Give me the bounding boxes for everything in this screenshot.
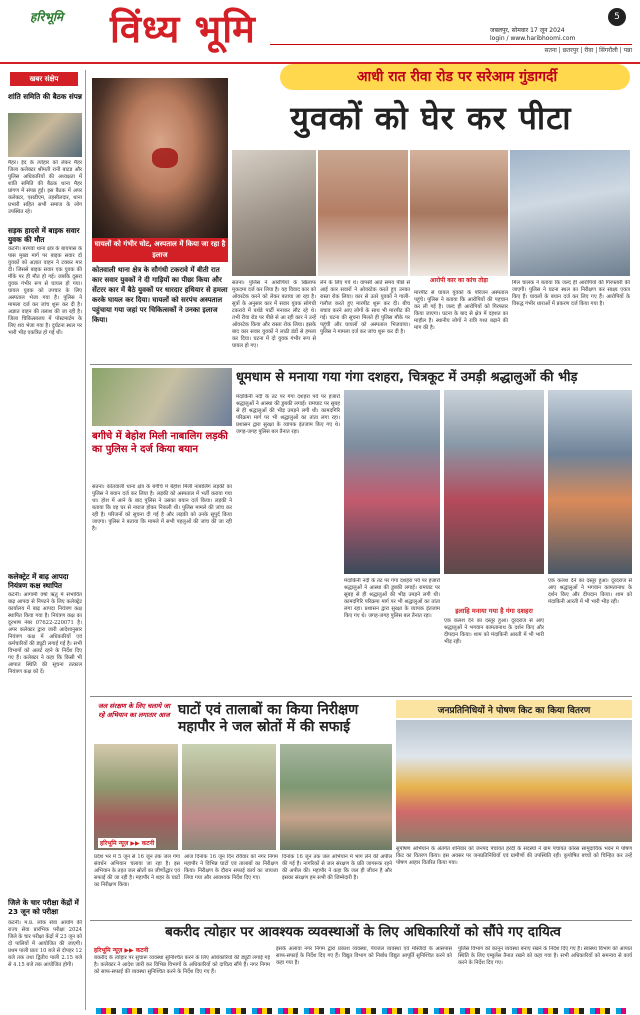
story2-headline: धूमधाम से मनाया गया गंगा दशहरा, चित्रकूट में उमड़ी श्रद्धालुओं की भीड़ — [236, 370, 578, 385]
divider — [90, 920, 632, 921]
story2-photo-3 — [548, 390, 632, 574]
story1-photo-label: आरोपी कार का कांच तोड़ा — [410, 276, 508, 287]
story2-side-headline: बगीचे में बेहोश मिली नाबालिग लड़की का पुलिस ने दर्ज किया बयान — [92, 431, 228, 455]
story4-photo — [396, 720, 632, 842]
story1-photo-4 — [410, 150, 508, 276]
brief-body-3: कटनी। आगामी वर्षा ऋतु में संभावित बाढ़ आपदा से निपटने के लिए कलेक्ट्रेट कार्यालय में बाढ़ आपदा नियंत्रण कक्ष स्थापित किया गया है। नियंत्रण कक्ष का दूरभाष नंबर 07622-220071 है। अपर कलेक्टर द्वारा जारी आदेशानुसार नियंत्रण कक्ष में अधिकारियों एवं कर्मचारियों की ड्यूटी लगाई गई है। सभी विभागों को अलर्ट रहने के निर्देश दिए गए हैं। कलेक्टर ने कहा कि किसी भी आपात स्थिति की सूचना तत्काल नियंत्रण कक्ष को दें। — [8, 592, 82, 675]
story1-headline: युवकों को घेर कर पीटा — [290, 99, 572, 137]
story3-body2: आज दिनांक 16 जून दिन रविवार को नगर निगम महापौर ने विभिन्न घाटों एवं तालाबों का निरीक्षण किया। निरीक्षण के दौरान सफाई कार्य का जायजा लिया गया और आवश्यक निर्देश दिए गए। — [184, 854, 278, 881]
story1-photo-caption: घायलों को गंभीर चोट, अस्पताल में किया जा रहा है इलाज — [92, 238, 228, 262]
story2-side-photo — [92, 368, 232, 426]
story4-body: सुपोषण अभियान के अंतर्गत शनिवार को जनपद पंचायत हरदी के सदस्यों ने ग्राम पंचायत कोरस सामुदायिक भवन में पोषण किट का वितरण किया। इस अवसर पर जनप्रतिनिधियों एवं ग्रामीणों की उपस्थिति रही। कुपोषित बच्चों को चिन्हित कर उन्हें पोषण आहार वितरित किया गया। — [396, 846, 632, 866]
briefs-tag: खबर संक्षेप — [10, 72, 78, 86]
story2-col-b: एक कलश देने का दस्तूर हुआ। दूरदराज से आए श्रद्धालुओं ने भगवान कामतानाथ के दर्शन किए और दीपदान किया। शाम को मंदाकिनी आरती में भी भारी भीड़ रही। — [444, 618, 544, 645]
story1-kicker: आधी रात रीवा रोड पर सरेआम गुंडागर्दी — [356, 69, 558, 85]
story3-photo-3 — [280, 744, 392, 850]
story3-kicker: जल संरक्षण के लिए चलाये जा रहे अभियान का लगातार आज — [97, 702, 171, 719]
story5-headline: बकरीद त्योहार पर आवश्यक व्यवस्थाओं के लिए अधिकारियों को सौंपे गए दायित्व — [165, 924, 561, 940]
edition-list: सतना | छतरपुर | रीवा | सिंगरौली | पन्ना — [270, 44, 632, 54]
story2-photo-1 — [344, 390, 440, 574]
story5-byline: हरिभूमि न्यूज़ ▶▶ कटनी — [94, 947, 149, 954]
story3-headline: घाटों एवं तालाबों का किया निरीक्षण महापौर ने जल स्रोतों में की सफाई — [178, 702, 359, 735]
divider — [90, 364, 632, 365]
story2-col-a: मंदाकिनी नदी के तट पर गंगा दशहरा पर्व पर हजारों श्रद्धालुओं ने आस्था की डुबकी लगाई। रामघाट पर सुबह से ही श्रद्धालुओं की भीड़ उमड़ने लगी थी। कामदगिरि परिक्रमा मार्ग पर भी श्रद्धालुओं का तांता लगा रहा। प्रशासन द्वारा सुरक्षा के व्यापक इंतजाम किए गए थे। जगह-जगह पुलिस बल तैनात रहा। — [344, 578, 440, 619]
brief-headline-1: शांति समिति की बैठक संपन्न — [8, 92, 82, 101]
brief-headline-3: कलेक्ट्रेट में बाढ़ आपदा नियंत्रण कक्ष स्थापित — [8, 572, 69, 590]
story1-col4: मिल चालक ने बताया कि जल्द ही आरोपियों की गिरफ्तारी की जाएगी। पुलिस ने घटना स्थल का निरीक्षण कर साक्ष्य एकत्र किए हैं। घायलों के बयान दर्ज कर लिए गए हैं। आरोपियों के विरुद्ध गंभीर धाराओं में प्रकरण दर्ज किया गया है। — [512, 280, 630, 307]
story5-col3: पुलिस विभाग को कानून व्यवस्था बनाए रखने के निर्देश दिए गए हैं। स्वास्थ्य विभाग को आपात स्थिति के लिए एम्बुलेंस तैनात रखने को कहा गया है। सभी अधिकारियों को समन्वय से कार्य करने के निर्देश दिए गए। — [458, 946, 632, 966]
story5-col1: बकरीद के त्योहार पर सुचारू व्यवस्था सुनिश्चित करने के लिए अधिकारियों की ड्यूटी लगाई गई है। कलेक्टर ने आदेश जारी कर विभिन्न विभागों के अधिकारियों को दायित्व सौंपे हैं। नगर निगम को साफ-सफाई की व्यवस्था सुनिश्चित करने के निर्देश दिए गए हैं। — [94, 955, 270, 975]
date-line: जबलपुर, सोमवार 17 जून 2024 — [490, 27, 565, 34]
brief-photo-1 — [8, 113, 82, 157]
brief-headline-4: जिले के चार परीक्षा केंद्रों में 23 जून को परीक्षा — [8, 898, 79, 916]
story3-body1: प्रदेश भर में 5 जून से 16 जून तक जल गंगा संवर्धन अभियान चलाया जा रहा है। इस अभियान के तहत जल स्रोतों का जीर्णोद्धार एवं सफाई की जा रही है। महापौर ने शहर के घाटों का निरीक्षण किया। — [94, 854, 180, 888]
story3-body3b: दिनांक 16 जून तक जल अभियान में भाग लेने की अपील की गई है। नागरिकों से जल संरक्षण के प्रति जागरूक रहने की अपील की। महापौर ने कहा कि जल ही जीवन है और इसका संरक्षण हम सभी की जिम्मेदारी है। — [282, 854, 392, 881]
masthead-title: विंध्य भूमि — [110, 7, 256, 51]
brand-logo: हरिभूमि — [30, 10, 64, 24]
brief-body-1: मैहर। ईद के त्योहार को लेकर मैहर जिला कलेक्टर श्रीमती रानी बाटड और पुलिस अधिकारियों की अध्यक्षता में शांति समिति की बैठक थाना मैहर प्रांगण में संपन्न हुई। इस बैठक में अपर कलेक्टर, एसडीएम, तहसीलदार, थाना प्रभारी सहित सभी समाज के लोग उपस्थित रहे। — [8, 160, 82, 215]
story1-col3: मारपीट से घायल युवकों के परिजन अस्पताल पहुंचे। पुलिस ने बताया कि आरोपियों की पहचान कर ली गई है। जल्द ही आरोपियों को गिरफ्तार किया जाएगा। घटना के बाद से क्षेत्र में दहशत का माहौल है। स्थानीय लोगों ने रात्रि गश्त बढ़ाने की मांग की है। — [414, 290, 508, 331]
story2-photo-2 — [444, 390, 544, 574]
story1-col1: सतना। पुलिस ने आरोपियों के खिलाफ मुकदमा दर्ज कर लिया है। यह विवाद कार को ओवरटेक करने को लेकर बताया जा रहा है। सुत्रों के अनुसार कार में सवार युवक सोगंधी टकरावे में बर्थडे पार्टी मनाकर लौट रहे थे। तभी रीवा रोड पर पीछे से आ रही कार ने उन्हें ओवरटेक किया और रास्ता रोक लिया। इसके बाद कार सवार युवकों ने लाठी डंडों से हमला कर दिया। घटना में दो युवक गंभीर रूप से घायल हो गए। — [232, 280, 316, 349]
brief-body-4: कटनी। म.प्र. लोक सेवा आयोग की राज्य सेवा प्रारंभिक परीक्षा 2024 जिले के चार परीक्षा केंद्रों में 23 जून को दो पालियों में आयोजित की जाएगी। प्रथम पाली प्रातः 10 बजे से दोपहर 12 बजे तक तथा द्वितीय पाली 2.15 बजे से 4.15 बजे तक आयोजित होगी। — [8, 920, 82, 968]
story2-mid-body: मंदाकिनी नदी के तट पर गंगा दशहरा पर्व पर हजारों श्रद्धालुओं ने आस्था की डुबकी लगाई। रामघाट पर सुबह से ही श्रद्धालुओं की भीड़ उमड़ने लगी थी। कामदगिरि परिक्रमा मार्ग पर भी श्रद्धालुओं का तांता लगा रहा। प्रशासन द्वारा सुरक्षा के व्यापक इंतजाम किए गए थे। जगह-जगह पुलिस बल तैनात रहा। — [236, 394, 340, 435]
story2-photo-caption: इलाहि मनाया गया है गंगा दशहरा — [455, 607, 533, 615]
story5-col2: इसके अलावा नगर निगम द्वारा प्रकाश व्यवस्था, पेयजल व्यवस्था एवं मस्जिदों के आसपास साफ-सफाई के निर्देश दिए गए हैं। विद्युत विभाग को निर्बाध विद्युत आपूर्ति सुनिश्चित करने को कहा गया है। — [276, 946, 452, 966]
story2-col-c: एक कलश देने का दस्तूर हुआ। दूरदराज से आए श्रद्धालुओं ने भगवान कामतानाथ के दर्शन किए और दीपदान किया। शाम को मंदाकिनी आरती में भी भारी भीड़ रही। — [548, 578, 632, 605]
registration-bar — [96, 1008, 626, 1014]
story2-side-body: सतना। कोतवाली थाना क्षेत्र के बगीचे में बेहोश मिली नाबालिग लड़की का पुलिस ने बयान दर्ज कर लिया है। लड़की को अस्पताल में भर्ती कराया गया था। होश में आने के बाद पुलिस ने उसका बयान दर्ज किया। लड़की ने बताया कि वह घर से नाराज होकर निकली थी। पुलिस मामले की जांच कर रही है। परिजनों को सूचना दी गई है और लड़की को उनके सुपुर्द किया जाएगा। पुलिस ने बताया कि मामले में सभी पहलुओं की जांच की जा रही है। — [92, 484, 232, 532]
story1-photo-5 — [510, 150, 630, 276]
story1-caption-body: कोतवाली थाना क्षेत्र के सौगंधी टकरावे में बीती रात कार सवार युवकों ने दी गाड़ियों का पीछा किया और सेंटरर कार में बैठे युवकों पर धारदार हथियार से हमला करके घायल कर दिया। घायलों को सरपंच अस्पताल पहुंचाया गया जहां पर चिकित्सकों ने उनका इलाज किया। — [92, 266, 228, 324]
story3-photo-2 — [182, 744, 276, 850]
page-number-badge: 5 — [608, 8, 626, 26]
brief-body-2: कटनी। बरगवां थाना क्षेत्र के बायपास के पास मुख्य मार्ग पर बाइक सवार दो युवकों को अज्ञात वाहन ने टक्कर मार दी। जिससे बाइक सवार एक युवक की मौके पर ही मौत हो गई। जबकि दूसरा युवक गंभीर रूप से घायल हो गया। घायल युवक को उपचार के लिए अस्पताल भेजा गया है। पुलिस ने मामला दर्ज कर जांच शुरू कर दी है। अज्ञात वाहन की तलाश की जा रही है। जिला चिकित्सालय में पोस्टमार्टम के लिए शव भेजा गया है। दुर्घटना स्थल पर भारी भीड़ एकत्रित हो गई थी। — [8, 246, 82, 336]
divider — [90, 696, 632, 697]
story1-photo-3 — [318, 150, 408, 276]
site-url[interactable]: login / www.haribhoomi.com — [490, 35, 576, 42]
story3-photo-1 — [94, 744, 178, 850]
story4-headline: जनप्रतिनिधियों ने पोषण किट का किया वितरण — [437, 706, 591, 716]
brief-headline-2: सड़क हादसे में बाइक सवार युवक की मौत — [8, 226, 80, 244]
story3-byline: हरिभूमि न्यूज़ ▶▶ कटनी — [100, 840, 155, 847]
story1-col2: लेने के लिए गये थे। वापसी आते समय पीछे से आई कार सवारों ने ओवरटेक करते हुए उनका रास्ता रोक लिया। कार से उतरे युवकों ने गाली-गलौज करते हुए मारपीट शुरू कर दी। बीच बचाव करने आए लोगों के साथ भी मारपीट की गई। घटना की सूचना मिलते ही पुलिस मौके पर पहुंची और घायलों को अस्पताल भिजवाया। पुलिस ने मामला दर्ज कर जांच शुरू कर दी है। — [320, 280, 410, 335]
story1-photo-2 — [232, 150, 316, 276]
story1-photo-main — [92, 78, 228, 240]
